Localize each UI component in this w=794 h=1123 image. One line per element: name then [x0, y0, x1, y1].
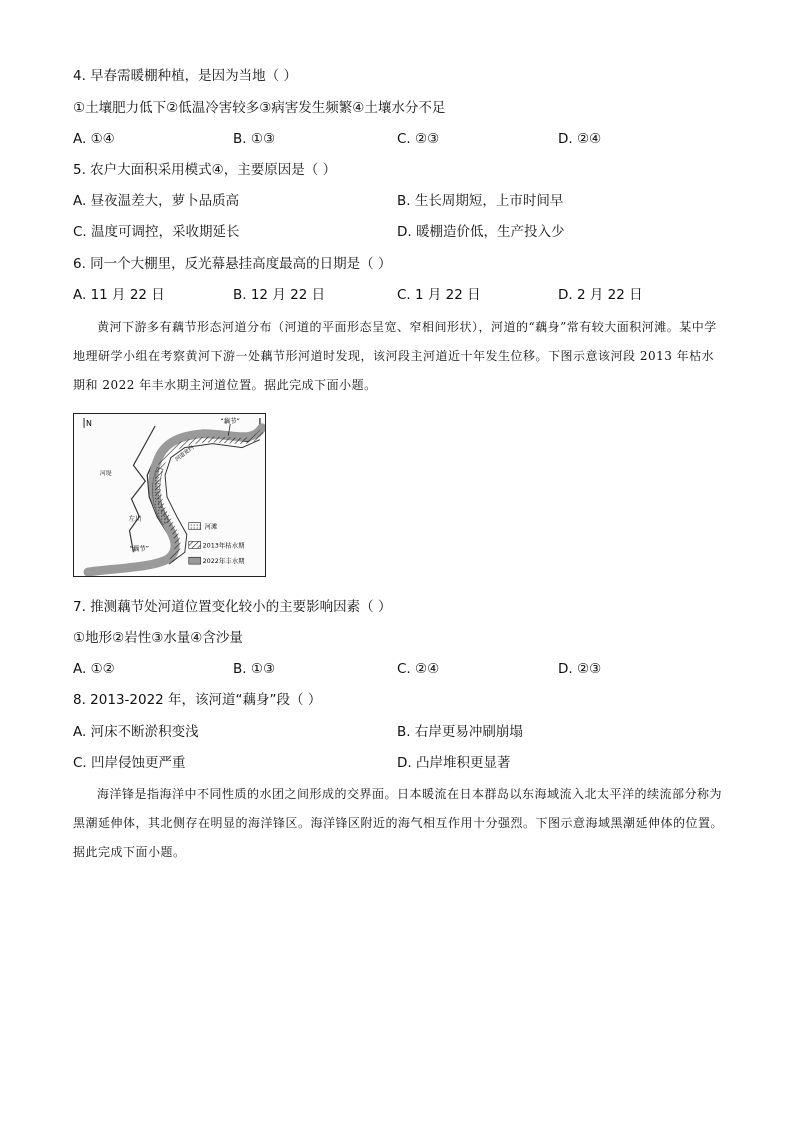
q6-option-b: B. 12 月 22 日: [233, 287, 326, 303]
legend-floodplain: 河滩: [204, 522, 218, 531]
q5-stem: 5. 农户大面积采用模式④，主要原因是（ ）: [73, 162, 337, 178]
q6-option-d: D. 2 月 22 日: [558, 287, 643, 303]
q8-option-c: C. 凹岸侵蚀更严重: [73, 755, 186, 771]
q6-stem: 6. 同一个大棚里，反光幕悬挂高度最高的日期是（ ）: [73, 256, 392, 272]
q4-option-c: C. ②③: [397, 131, 440, 147]
q8-option-b: B. 右岸更易冲刷崩塌: [397, 724, 523, 740]
legend-2022: 2022年丰水期: [202, 557, 245, 566]
q8-option-a: A. 河床不断淤积变浅: [73, 724, 199, 740]
passage-yellow-river: 黄河下游多有藕节形态河道分布（河道的平面形态呈宽、窄相间形状），河道的“藕身”常有较大面积河滩。某中学地理研学小组在考察黄河下游一处藕节形河道时发现，该河段主河道近十年发生位移。下图示意该河段 2013 年枯水期和 2022 年丰水期主河道位置。据此完成下面小题。: [73, 320, 717, 392]
q7-option-b: B. ①③: [233, 661, 276, 677]
north-label: N: [86, 418, 92, 428]
label-jie-bottom: “藕节”: [129, 544, 149, 553]
label-diagonal: 河道宽约: [174, 444, 196, 463]
q4-option-b: B. ①③: [233, 131, 276, 147]
river-channel-map: [73, 413, 266, 577]
q6-option-a: A. 11 月 22 日: [73, 287, 165, 303]
label-jie-top: “藕节”: [220, 416, 240, 425]
q4-items: ①土壤肥力低下②低温冷害较多③病害发生频繁④土壤水分不足: [73, 100, 446, 116]
legend-2013: 2013年枯水期: [202, 541, 245, 550]
q4-stem: 4. 早春需暖棚种植，是因为当地（ ）: [73, 68, 297, 84]
label-left-place: 河堤: [99, 471, 112, 478]
q7-items: ①地形②岩性③水量④含沙量: [73, 630, 243, 646]
passage-ocean-front: 海洋锋是指海洋中不同性质的水团之间形成的交界面。日本暖流在日本群岛以东海域流入北太平洋的续流部分称为黑潮延伸体，其北侧存在明显的海洋锋区。海洋锋区附近的海气相互作用十分强烈。下图示意海域黑潮延伸体的位置。据此完成下面小题。: [73, 787, 724, 859]
q5-option-b: B. 生长周期短，上市时间早: [397, 193, 564, 209]
q5-option-d: D. 暖棚造价低，生产投入少: [397, 224, 565, 240]
river-channel-map-drawing: [74, 414, 265, 576]
q4-option-d: D. ②④: [558, 131, 602, 147]
q7-option-a: A. ①②: [73, 661, 115, 677]
q8-option-d: D. 凸岸堆积更显著: [397, 755, 511, 771]
q8-stem: 8. 2013-2022 年，该河道“藕身”段（ ）: [73, 692, 322, 708]
q7-stem: 7. 推测藕节处河道位置变化较小的主要影响因素（ ）: [73, 599, 392, 615]
map-legend: [189, 522, 245, 566]
north-arrow-icon: [84, 418, 92, 428]
label-left-river: 左川: [128, 514, 142, 523]
q7-option-d: D. ②③: [558, 661, 602, 677]
q4-option-a: A. ①④: [73, 131, 115, 147]
q6-option-c: C. 1 月 22 日: [397, 287, 481, 303]
q7-option-c: C. ②④: [397, 661, 440, 677]
q5-option-c: C. 温度可调控，采收期延长: [73, 224, 240, 240]
q5-option-a: A. 昼夜温差大，萝卜品质高: [73, 193, 240, 209]
